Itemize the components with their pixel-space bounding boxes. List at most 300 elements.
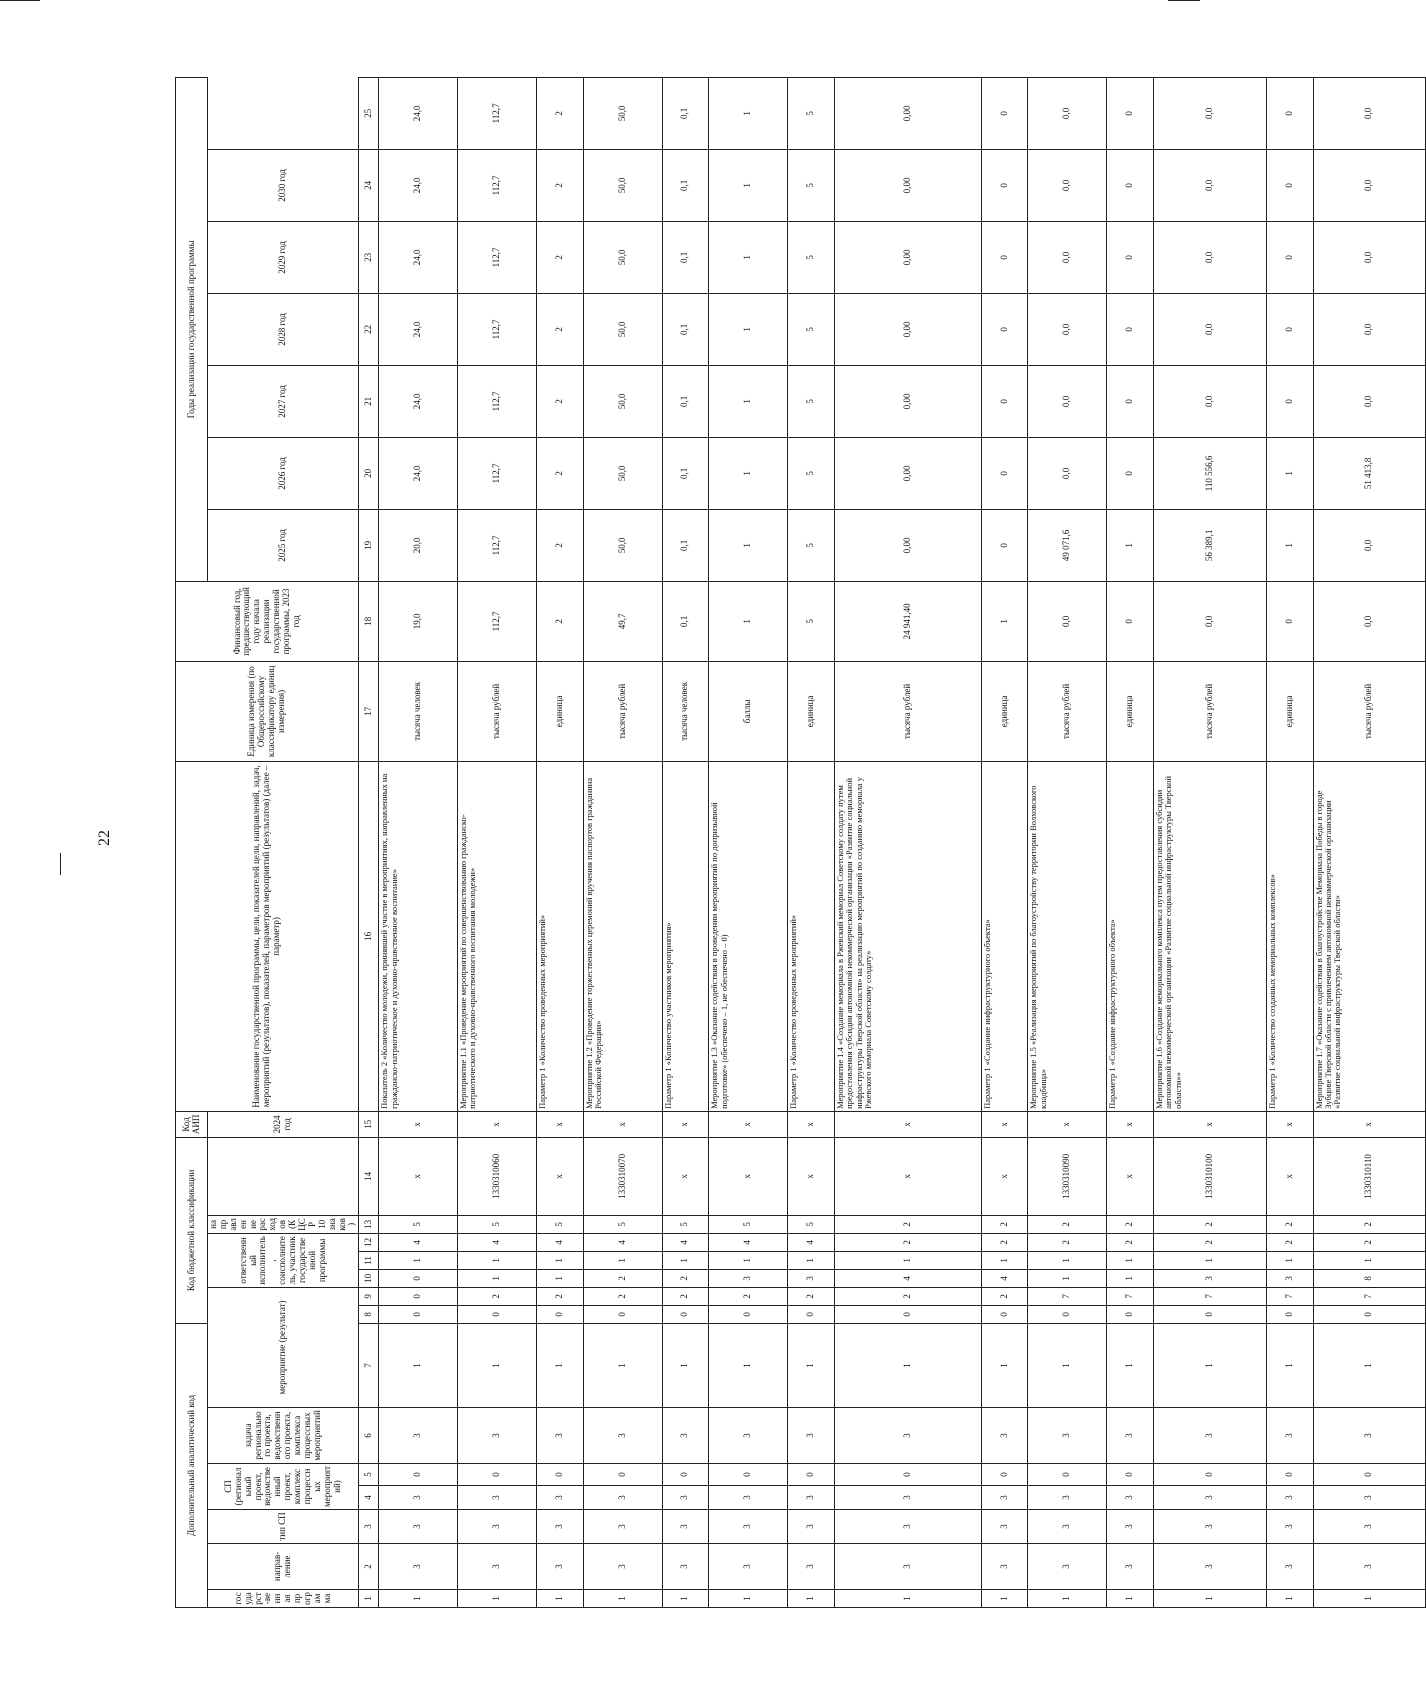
code-cell: 5	[788, 1215, 835, 1233]
code-cell: 3	[379, 1544, 458, 1590]
row-name-cell: Мероприятие 1.3 «Оказание содействия в проведении мероприятий по допризывной подготовке» (обеспечено – 1, не обеспечено – 0)	[709, 761, 788, 1111]
header-year-2027: 2027 год	[208, 365, 359, 437]
code-cell: 4	[536, 1233, 583, 1251]
code-cell: 2	[1153, 1233, 1266, 1251]
code-cell: 3	[1153, 1544, 1266, 1590]
code-cell: 0	[1028, 1305, 1107, 1323]
code-cell: 3	[788, 1269, 835, 1287]
year-value-cell: 0	[981, 437, 1028, 509]
code-cell: 3	[1153, 1510, 1266, 1544]
code-cell: 1330310090	[1028, 1137, 1107, 1215]
code-cell: 3	[379, 1510, 458, 1544]
code-cell: 0	[1028, 1464, 1107, 1486]
code-cell: 3	[662, 1408, 709, 1464]
code-cell: 4	[458, 1233, 537, 1251]
code-cell: 3	[788, 1510, 835, 1544]
unit-cell: тысяча рублей	[1028, 661, 1107, 761]
unit-cell: единица	[788, 661, 835, 761]
code-cell: 5	[583, 1215, 662, 1233]
code-cell: 0	[583, 1464, 662, 1486]
table-row	[981, 77, 1028, 1607]
code-cell: 3	[981, 1408, 1028, 1464]
code-cell: 2	[1266, 1233, 1313, 1251]
year-value-cell: 2	[536, 365, 583, 437]
base-year-value-cell: 0,0	[1313, 581, 1426, 661]
code-cell: 1	[1028, 1269, 1107, 1287]
row-name-cell: Мероприятие 1.1 «Проведение мероприятий по совершенствованию гражданско-патриотического и духовно-нравственного воспитания молодежи»	[458, 761, 537, 1111]
code-cell: x	[709, 1137, 788, 1215]
code-cell: 1	[709, 1590, 788, 1608]
year-value-cell: 0	[1266, 221, 1313, 293]
code-cell: 3	[834, 1408, 981, 1464]
year-value-cell: 0	[1107, 77, 1154, 149]
column-number-cell: 21	[359, 365, 379, 437]
header-year-2028: 2028 год	[208, 293, 359, 365]
code-cell: 3	[1028, 1486, 1107, 1510]
row-name-cell: Мероприятие 1.5 «Реализация мероприятий по благоустройству территории Волховского кладбища»	[1028, 761, 1107, 1111]
code-cell: 3	[709, 1544, 788, 1590]
code-cell: 2	[834, 1287, 981, 1305]
column-number-cell: 25	[359, 77, 379, 149]
column-number-cell: 11	[359, 1251, 379, 1269]
stray-mark	[0, 0, 40, 1]
table-body	[379, 77, 1426, 1607]
year-value-cell: 0,00	[834, 365, 981, 437]
code-cell: 3	[536, 1408, 583, 1464]
code-cell: 3	[536, 1544, 583, 1590]
code-cell: x	[379, 1137, 458, 1215]
unit-cell: единица	[1107, 661, 1154, 761]
code-cell: 1	[536, 1590, 583, 1608]
column-number-cell: 6	[359, 1408, 379, 1464]
unit-cell: единица	[1266, 661, 1313, 761]
year-value-cell: 0,0	[1153, 365, 1266, 437]
header-base-year: Финансовый год, предшествующий году начала реализации государственной программы, 2023 год	[176, 581, 359, 661]
year-value-cell: 50,0	[583, 221, 662, 293]
code-cell: x	[1266, 1111, 1313, 1137]
header-year-2024: 2024 год	[208, 1111, 359, 1137]
code-cell: 3	[981, 1544, 1028, 1590]
code-cell: 0	[1313, 1305, 1426, 1323]
code-cell: 1	[1107, 1590, 1154, 1608]
code-cell: 3	[1028, 1510, 1107, 1544]
code-cell: 1	[536, 1269, 583, 1287]
code-cell: 3	[788, 1544, 835, 1590]
code-cell: 0	[379, 1269, 458, 1287]
code-cell: 3	[583, 1486, 662, 1510]
base-year-value-cell: 49,7	[583, 581, 662, 661]
column-number-cell: 14	[359, 1137, 379, 1215]
header-sp-type: тип СП	[208, 1510, 359, 1544]
code-cell: 2	[834, 1233, 981, 1251]
year-value-cell: 5	[788, 509, 835, 581]
year-value-cell: 0,00	[834, 221, 981, 293]
code-cell: x	[379, 1111, 458, 1137]
code-cell: 3	[1153, 1486, 1266, 1510]
code-cell: 0	[379, 1305, 458, 1323]
header-task: задача регионального проекта, ведомственного проекта, комплекса процессных мероприятий	[208, 1408, 359, 1464]
year-value-cell: 110 556,6	[1153, 437, 1266, 509]
column-number-cell: 4	[359, 1486, 379, 1510]
year-value-cell: 24,0	[379, 221, 458, 293]
code-cell: 3	[709, 1269, 788, 1287]
code-cell: 1	[1028, 1251, 1107, 1269]
code-cell: x	[788, 1137, 835, 1215]
code-cell: 1	[709, 1323, 788, 1407]
code-cell: 0	[458, 1464, 537, 1486]
code-cell: x	[1028, 1111, 1107, 1137]
year-value-cell: 50,0	[583, 437, 662, 509]
column-number-cell: 19	[359, 509, 379, 581]
code-cell: 0	[1107, 1464, 1154, 1486]
header-direction: направ-ление	[208, 1544, 359, 1590]
code-cell: x	[1107, 1137, 1154, 1215]
year-value-cell: 0,1	[662, 365, 709, 437]
code-cell: 0	[583, 1305, 662, 1323]
code-cell: 2	[458, 1287, 537, 1305]
table-row	[583, 77, 662, 1607]
code-cell: 3	[536, 1510, 583, 1544]
code-cell: 0	[379, 1464, 458, 1486]
unit-cell: тысяча рублей	[1153, 661, 1266, 761]
year-value-cell: 0,1	[662, 77, 709, 149]
header-unit: Единица измерения (по Общероссийскому классификатору единиц измерения)	[176, 661, 359, 761]
year-value-cell: 1	[709, 221, 788, 293]
table-row	[1153, 77, 1266, 1607]
base-year-value-cell: 0,0	[1153, 581, 1266, 661]
code-cell: 1330310060	[458, 1137, 537, 1215]
unit-cell: единица	[536, 661, 583, 761]
year-value-cell: 1	[709, 437, 788, 509]
code-cell: 1	[583, 1323, 662, 1407]
year-value-cell: 112,7	[458, 437, 537, 509]
year-value-cell: 56 389,1	[1153, 509, 1266, 581]
header-aip-empty	[208, 1137, 359, 1215]
header-expense: направление расходов (КЦСР 10 знаков)	[208, 1215, 359, 1233]
code-cell: 0	[536, 1305, 583, 1323]
rotated-table-container	[175, 100, 1385, 1608]
code-cell: 2	[1313, 1215, 1426, 1233]
unit-cell: тысяча рублей	[458, 661, 537, 761]
code-cell: 1	[834, 1590, 981, 1608]
year-value-cell: 0,0	[1313, 149, 1426, 221]
code-cell: 4	[834, 1269, 981, 1287]
code-cell: 2	[834, 1215, 981, 1233]
unit-cell: тысяча рублей	[834, 661, 981, 761]
code-cell: x	[1153, 1111, 1266, 1137]
code-cell: 1	[788, 1590, 835, 1608]
year-value-cell: 50,0	[583, 149, 662, 221]
year-value-cell: 0,0	[1313, 365, 1426, 437]
column-number-cell: 12	[359, 1233, 379, 1251]
base-year-value-cell: 0,0	[1028, 581, 1107, 661]
unit-cell: тысяча человек	[662, 661, 709, 761]
code-cell: 0	[834, 1464, 981, 1486]
year-value-cell: 112,7	[458, 77, 537, 149]
code-cell: 3	[458, 1544, 537, 1590]
column-number-cell: 23	[359, 221, 379, 293]
row-name-cell: Мероприятие 1.7 «Оказание содействия в благоустройстве Мемориала Победы в городе Зубцове Тверской области с привлечением автономной некоммерческой организации «Развитие социальной инфраструктуры Тверской области»	[1313, 761, 1426, 1111]
code-cell: 3	[788, 1408, 835, 1464]
year-value-cell: 0	[981, 221, 1028, 293]
code-cell: 7	[1313, 1287, 1426, 1305]
code-cell: 1	[981, 1251, 1028, 1269]
column-number-cell: 8	[359, 1305, 379, 1323]
code-cell: 1	[379, 1590, 458, 1608]
code-cell: x	[1107, 1111, 1154, 1137]
year-value-cell: 0,0	[1028, 149, 1107, 221]
program-table	[175, 77, 1426, 1608]
year-value-cell: 0	[1266, 149, 1313, 221]
code-cell: 2	[788, 1287, 835, 1305]
year-value-cell: 51 413,8	[1313, 437, 1426, 509]
code-cell: 3	[583, 1408, 662, 1464]
code-cell: 1	[1266, 1590, 1313, 1608]
code-cell: 3	[1153, 1408, 1266, 1464]
code-cell: 0	[1266, 1464, 1313, 1486]
unit-cell: тысяча человек	[379, 661, 458, 761]
table-row	[834, 77, 981, 1607]
code-cell: 1	[1153, 1323, 1266, 1407]
column-number-cell: 16	[359, 761, 379, 1111]
header-program: государст-венная программа	[208, 1590, 359, 1608]
code-cell: x	[1313, 1111, 1426, 1137]
header-budget-code: Код бюджетной классификации	[176, 1137, 208, 1323]
year-value-cell: 0,0	[1313, 509, 1426, 581]
code-cell: 1	[981, 1323, 1028, 1407]
code-cell: 3	[1153, 1269, 1266, 1287]
code-cell: 3	[709, 1408, 788, 1464]
year-value-cell: 2	[536, 221, 583, 293]
column-number-cell: 3	[359, 1510, 379, 1544]
code-cell: x	[536, 1137, 583, 1215]
code-cell: 8	[1313, 1269, 1426, 1287]
code-cell: 2	[981, 1233, 1028, 1251]
year-value-cell: 0,0	[1153, 77, 1266, 149]
code-cell: 1	[536, 1323, 583, 1407]
base-year-value-cell: 112,7	[458, 581, 537, 661]
year-value-cell: 0	[1266, 365, 1313, 437]
table-row	[1028, 77, 1107, 1607]
code-cell: 0	[834, 1305, 981, 1323]
code-cell: 0	[1313, 1464, 1426, 1486]
code-cell: 1	[834, 1323, 981, 1407]
header-year-2025: 2025 год	[208, 509, 359, 581]
code-cell: 2	[536, 1287, 583, 1305]
base-year-value-cell: 2	[536, 581, 583, 661]
header-year-2030: 2030 год	[208, 149, 359, 221]
code-cell: 1	[1153, 1590, 1266, 1608]
row-name-cell: Параметр 1 «Количество созданных мемориальных комплексов»	[1266, 761, 1313, 1111]
year-value-cell: 0	[981, 77, 1028, 149]
code-cell: 1	[662, 1590, 709, 1608]
year-value-cell: 0	[981, 509, 1028, 581]
year-value-cell: 0,1	[662, 293, 709, 365]
header-year-2026: 2026 год	[208, 437, 359, 509]
year-value-cell: 1	[1266, 509, 1313, 581]
table-row	[458, 77, 537, 1607]
code-cell: x	[662, 1137, 709, 1215]
year-value-cell: 5	[788, 437, 835, 509]
code-cell: 1330310070	[583, 1137, 662, 1215]
year-value-cell: 2	[536, 437, 583, 509]
code-cell: 3	[1107, 1486, 1154, 1510]
column-number-cell: 5	[359, 1464, 379, 1486]
table-row	[536, 77, 583, 1607]
unit-cell: единица	[981, 661, 1028, 761]
year-value-cell: 24,0	[379, 77, 458, 149]
year-value-cell: 2	[536, 77, 583, 149]
code-cell: 1	[379, 1251, 458, 1269]
code-cell: 3	[834, 1510, 981, 1544]
year-value-cell: 2	[536, 149, 583, 221]
code-cell: 2	[1266, 1215, 1313, 1233]
code-cell: 4	[583, 1233, 662, 1251]
code-cell: 3	[379, 1408, 458, 1464]
code-cell: 5	[458, 1215, 537, 1233]
code-cell: 1	[1313, 1590, 1426, 1608]
column-number-cell: 22	[359, 293, 379, 365]
year-value-cell: 50,0	[583, 293, 662, 365]
code-cell: 1	[1266, 1251, 1313, 1269]
year-value-cell: 0,0	[1028, 365, 1107, 437]
year-value-cell: 20,0	[379, 509, 458, 581]
column-number-cell: 1	[359, 1590, 379, 1608]
code-cell: x	[834, 1137, 981, 1215]
code-cell: 1	[662, 1251, 709, 1269]
code-cell: 3	[1313, 1510, 1426, 1544]
year-value-cell: 0	[981, 149, 1028, 221]
code-cell: 3	[1266, 1269, 1313, 1287]
year-value-cell: 0,1	[662, 221, 709, 293]
code-cell: 1	[1313, 1251, 1426, 1269]
table-row	[709, 77, 788, 1607]
year-value-cell: 2	[536, 509, 583, 581]
code-cell: 1	[458, 1269, 537, 1287]
code-cell: 2	[981, 1287, 1028, 1305]
table-row	[379, 77, 458, 1607]
code-cell: 1	[1107, 1269, 1154, 1287]
header-executor: ответственный исполнитель, соисполнитель, участник государственной программы	[208, 1233, 359, 1287]
code-cell: 3	[788, 1486, 835, 1510]
year-value-cell: 1	[709, 509, 788, 581]
column-number-cell: 15	[359, 1111, 379, 1137]
code-cell: 3	[1266, 1510, 1313, 1544]
row-name-cell: Параметр 1 «Количество проведенных мероприятий»	[788, 761, 835, 1111]
year-value-cell: 24,0	[379, 149, 458, 221]
year-value-cell: 1	[709, 77, 788, 149]
code-cell: 1	[834, 1251, 981, 1269]
code-cell: 2	[981, 1215, 1028, 1233]
year-value-cell: 0,0	[1153, 221, 1266, 293]
table-row	[788, 77, 835, 1607]
code-cell: 3	[583, 1510, 662, 1544]
year-value-cell: 112,7	[458, 509, 537, 581]
code-cell: 0	[788, 1464, 835, 1486]
year-value-cell: 50,0	[583, 509, 662, 581]
code-cell: x	[709, 1111, 788, 1137]
code-cell: 2	[1313, 1233, 1426, 1251]
code-cell: 1	[1028, 1323, 1107, 1407]
code-cell: 1	[1266, 1323, 1313, 1407]
year-value-cell: 5	[788, 293, 835, 365]
header-analytic-code: Дополнительный аналитический код	[176, 1323, 208, 1607]
code-cell: 0	[788, 1305, 835, 1323]
code-cell: 3	[709, 1486, 788, 1510]
code-cell: 0	[662, 1464, 709, 1486]
code-cell: 4	[379, 1233, 458, 1251]
column-number-cell: 24	[359, 149, 379, 221]
unit-cell: тысяча рублей	[583, 661, 662, 761]
code-cell: 1	[1107, 1251, 1154, 1269]
code-cell: 1330310110	[1313, 1137, 1426, 1215]
row-name-cell: Мероприятие 1.4 «Создание мемориала в Ржевский мемориал Советскому солдату путем предоставления субсидии автономной некоммерческой организации «Развитие социальной инфраструктуры Тверской области» на реализацию мероприятий по созданию мемориала у Ржевского мемориала Советскому солдату»	[834, 761, 981, 1111]
code-cell: 1	[788, 1251, 835, 1269]
code-cell: 1	[458, 1251, 537, 1269]
row-name-cell: Параметр 1 «Количество участников мероприятия»	[662, 761, 709, 1111]
column-numbers-row	[359, 77, 379, 1607]
year-value-cell: 5	[788, 221, 835, 293]
base-year-value-cell: 0	[1266, 581, 1313, 661]
code-cell: 1	[1107, 1323, 1154, 1407]
header-sp-project: СП (региональный проект, ведомственный проект, комплекс процессных мероприятий)	[208, 1464, 359, 1510]
code-cell: x	[583, 1111, 662, 1137]
year-value-cell: 24,0	[379, 293, 458, 365]
code-cell: 3	[662, 1486, 709, 1510]
code-cell: 3	[1107, 1510, 1154, 1544]
code-cell: 1	[458, 1323, 537, 1407]
base-year-value-cell: 0	[1107, 581, 1154, 661]
year-value-cell: 0,00	[834, 509, 981, 581]
code-cell: 7	[1153, 1287, 1266, 1305]
year-value-cell: 0,0	[1153, 293, 1266, 365]
code-cell: 7	[1028, 1287, 1107, 1305]
year-value-cell: 49 071,6	[1028, 509, 1107, 581]
code-cell: 3	[1107, 1544, 1154, 1590]
code-cell: 0	[1153, 1464, 1266, 1486]
code-cell: 5	[709, 1215, 788, 1233]
row-name-cell: Мероприятие 1.6 «Создание мемориального комплекса путем предоставления субсидии автономной некоммерческой организации «Развитие социальной инфраструктуры Тверской области»»	[1153, 761, 1266, 1111]
code-cell: 1	[1313, 1323, 1426, 1407]
row-name-cell: Параметр 1 «Количество проведенных мероприятий»	[536, 761, 583, 1111]
year-value-cell: 0,0	[1028, 221, 1107, 293]
code-cell: 3	[662, 1544, 709, 1590]
year-value-cell: 0	[1107, 221, 1154, 293]
code-cell: x	[536, 1111, 583, 1137]
year-value-cell: 0,00	[834, 437, 981, 509]
unit-cell: баллы	[709, 661, 788, 761]
header-measure: мероприятие (результат)	[208, 1287, 359, 1407]
code-cell: 0	[709, 1464, 788, 1486]
code-cell: 3	[583, 1544, 662, 1590]
header-aip-code: Код АИП	[176, 1111, 208, 1137]
header-year-2029: 2029 год	[208, 221, 359, 293]
code-cell: x	[788, 1111, 835, 1137]
code-cell: 2	[583, 1269, 662, 1287]
year-value-cell: 1	[1266, 437, 1313, 509]
code-cell: 3	[1266, 1544, 1313, 1590]
code-cell: 1	[709, 1251, 788, 1269]
code-cell: 0	[709, 1305, 788, 1323]
code-cell: 3	[1028, 1544, 1107, 1590]
stray-mark	[60, 853, 61, 875]
base-year-value-cell: 24 941,40	[834, 581, 981, 661]
year-value-cell: 50,0	[583, 365, 662, 437]
code-cell: 4	[981, 1269, 1028, 1287]
code-cell: 1	[583, 1251, 662, 1269]
code-cell: 1330310100	[1153, 1137, 1266, 1215]
year-value-cell: 0,0	[1028, 77, 1107, 149]
